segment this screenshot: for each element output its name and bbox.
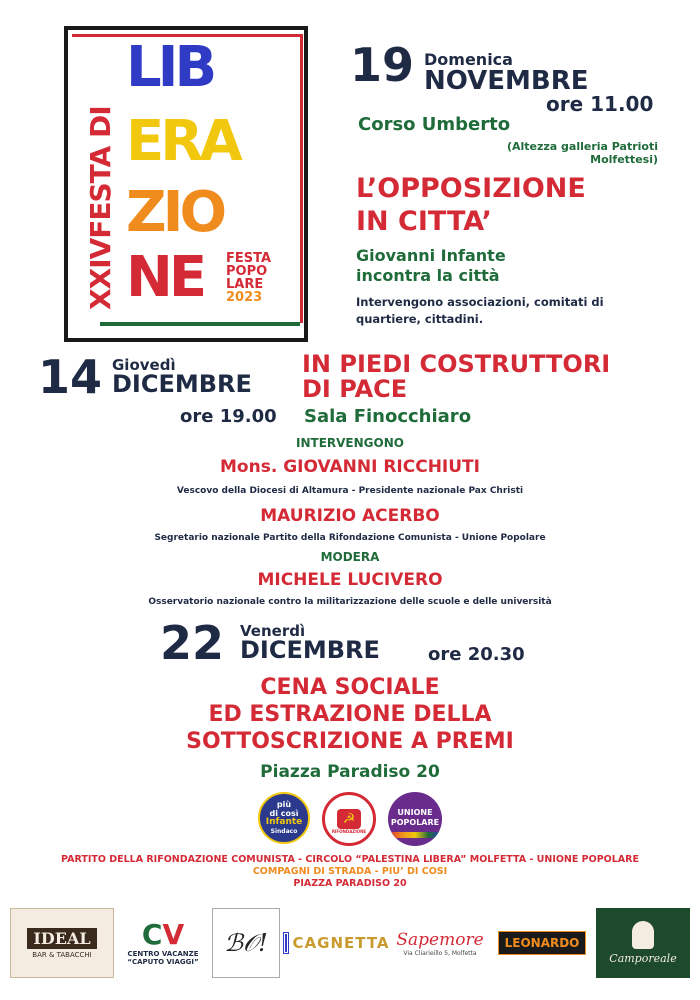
sponsor-camporeale <box>596 908 690 978</box>
event2-speaker2-role: Segretario nazionale Partito della Rifondazione Comunista - Unione Popolare <box>154 533 546 543</box>
event1-day: 19 <box>350 38 415 92</box>
footer-line1: PARTITO DELLA RIFONDAZIONE COMUNISTA - CIRCOLO “PALESTINA LIBERA” MOLFETTA - UNIONE POPOLARE <box>61 854 639 865</box>
event3-title-line: ED ESTRAZIONE DELLA <box>208 702 492 727</box>
event1-note <box>356 294 604 328</box>
sapemore-text: Sapemore <box>396 929 484 950</box>
event2-moderator-role: Osservatorio nazionale contro la militarizzazione delle scuole e delle università <box>148 597 552 607</box>
event2-time: ore 19.00 <box>180 406 277 427</box>
unione-popolare-logo <box>388 792 442 846</box>
event2-place: Sala Finocchiaro <box>304 406 472 427</box>
cv-logo-icon: CV <box>141 918 185 951</box>
cagnetta-logo-icon <box>283 932 289 954</box>
event3-place: Piazza Paradiso 20 <box>260 762 440 782</box>
event1-place-note <box>410 140 658 166</box>
event3-title-line: CENA SOCIALE <box>260 675 440 700</box>
event1-title <box>356 172 586 238</box>
hammer-sickle-icon: ☭ <box>337 809 361 829</box>
event1-month: NOVEMBRE <box>424 66 589 96</box>
signature-logo-icon: ℬ𝒪! <box>224 929 268 957</box>
event1-subtitle-line: incontra la città <box>356 266 500 285</box>
sponsor-caputo-viaggi <box>122 908 204 978</box>
event2-day: 14 <box>38 350 103 404</box>
infante-logo-text: più <box>276 800 292 809</box>
leonardo-text: LEONARDO <box>498 931 587 955</box>
rifondazione-logo-text: RIFONDAZIONE <box>331 829 367 834</box>
event2-modera: MODERA <box>320 550 380 564</box>
event3-weekday: Venerdì <box>240 622 306 640</box>
footer-line2: COMPAGNI DI STRADA - PIU’ DI COSI <box>252 866 448 877</box>
camporeale-text: Camporeale <box>609 952 677 965</box>
event2-month: DICEMBRE <box>112 370 252 398</box>
logo-row-1 <box>126 35 214 100</box>
sponsor-sapemore <box>392 908 488 978</box>
event2-speaker1: Mons. GIOVANNI RICCHIUTI <box>220 457 480 477</box>
ideal-sub-text: BAR & TABACCHI <box>32 950 92 959</box>
infante-logo-text: Sindaco <box>270 828 298 835</box>
bottle-icon <box>632 921 654 949</box>
event3-title-line: SOTTOSCRIZIONE A PREMI <box>186 729 514 754</box>
logo-row-4-text: NE <box>126 245 204 310</box>
rainbow-stripe <box>388 832 442 838</box>
logo-row-4 <box>126 245 204 310</box>
logo-row-3 <box>126 180 224 245</box>
event2-speaker2: MAURIZIO ACERBO <box>260 506 440 526</box>
logo-row-3-text: ZIO <box>126 180 224 245</box>
event2-intervengono: INTERVENGONO <box>296 436 404 450</box>
logo-festa-line: FESTA <box>226 251 272 266</box>
sponsor-signature <box>212 908 280 978</box>
event2-title-line: IN PIEDI COSTRUTTORI <box>302 350 611 378</box>
infante-logo-text: di così <box>269 809 299 818</box>
event2-speaker1-role: Vescovo della Diocesi di Altamura - Presidente nazionale Pax Christi <box>176 486 524 496</box>
event2-title-line: DI PACE <box>302 375 408 403</box>
logo-green-line <box>100 322 300 326</box>
event3-month: DICEMBRE <box>240 636 380 664</box>
unione-logo-text: UNIONE <box>397 808 433 817</box>
logo-row-1-text: LIB <box>126 35 214 100</box>
event1-place-note-line: Molfettesi) <box>590 153 658 166</box>
unione-logo-text: POPOLARE <box>390 818 440 827</box>
logo-festa-line: LARE <box>226 277 264 292</box>
infante-logo-text: Infante <box>265 817 303 827</box>
event2-weekday: Giovedì <box>112 356 176 374</box>
event1-place-note-line: (Altezza galleria Patrioti <box>506 140 658 153</box>
event1-time: ore 11.00 <box>546 92 654 116</box>
event1-weekday: Domenica <box>424 50 513 69</box>
event1-note-line: quartiere, cittadini. <box>356 312 484 326</box>
ideal-logo-text: IDEAL <box>27 928 96 949</box>
sponsor-ideal <box>10 908 114 978</box>
cv-text: “CAPUTO VIAGGI” <box>127 958 199 966</box>
event2-title <box>302 352 610 402</box>
event3-title <box>0 674 700 755</box>
event1-title-line: IN CITTA’ <box>356 206 492 237</box>
rifondazione-logo <box>322 792 376 846</box>
footer-line3: PIAZZA PARADISO 20 <box>293 878 407 889</box>
event1-subtitle-line: Giovanni Infante <box>356 246 506 265</box>
logo-row-2 <box>126 109 239 174</box>
logo-vertical-text: XXIVFESTA DI <box>84 106 117 310</box>
event1-title-line: L’OPPOSIZIONE <box>356 173 586 204</box>
event3-time: ore 20.30 <box>428 644 525 665</box>
logo-festa-line: POPO <box>226 264 268 279</box>
event1-note-line: Intervengono associazioni, comitati di <box>356 295 604 309</box>
event1-subtitle <box>356 246 506 286</box>
sponsor-leonardo <box>496 908 588 978</box>
event1-place: Corso Umberto <box>358 114 511 135</box>
cv-text: CENTRO VACANZE <box>127 950 199 958</box>
sponsor-cagnetta <box>288 908 390 978</box>
logo-row-2-text: ERA <box>126 109 239 174</box>
event2-moderator: MICHELE LUCIVERO <box>257 570 443 590</box>
logo-festa-year: 2023 <box>226 290 263 305</box>
event3-day: 22 <box>160 616 225 670</box>
infante-logo <box>258 792 310 844</box>
logo-festa-popolare <box>226 252 271 304</box>
sapemore-address: Via Cliarieillo 5, Molfetta <box>403 949 477 957</box>
cagnetta-text: CAGNETTA <box>292 934 390 952</box>
